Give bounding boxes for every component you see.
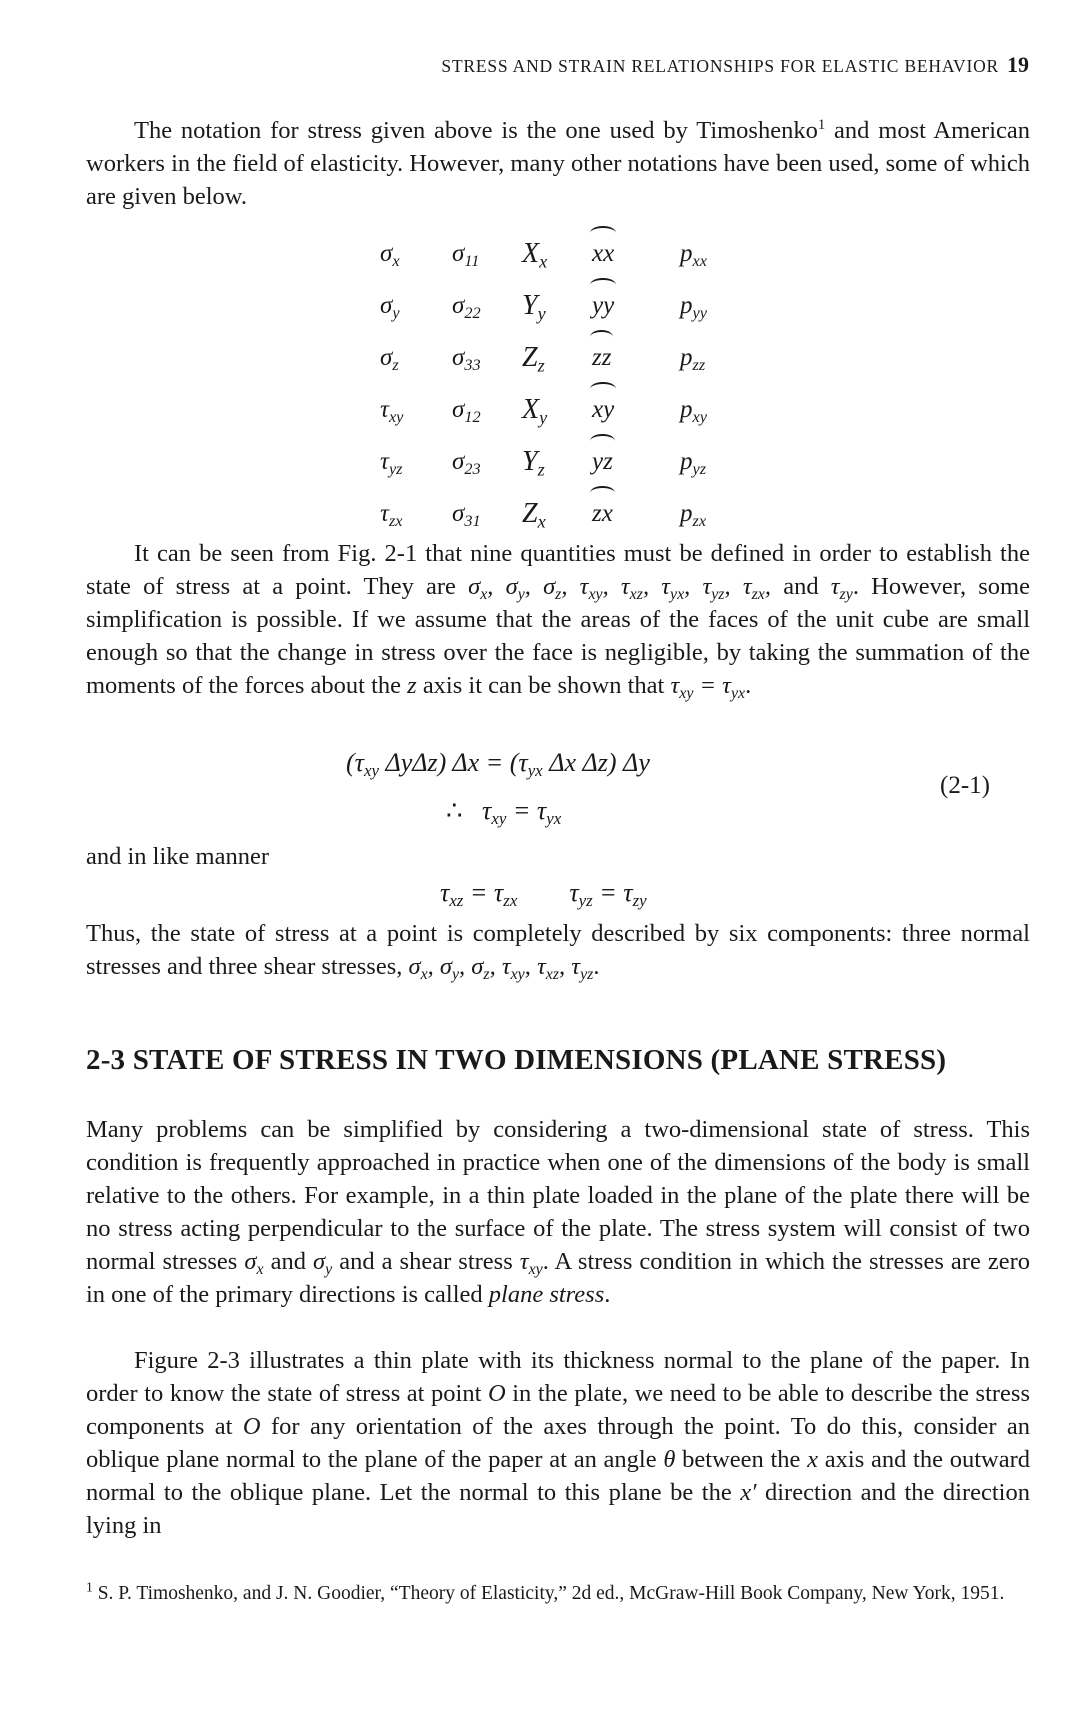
paragraph-text: The notation for stress given above is the one used by Timoshenko: [134, 117, 818, 144]
equation-2-1-line2: ∴ $\tau_{xy} = \tau_{yx}$: [446, 796, 562, 829]
paragraph-text: and most American workers in the field of elasticity. However, many other notations have been used, some of which are given below.: [86, 117, 1030, 210]
equation-shear-symmetry: $\tau_{xz} = \tau_{zx}$ $\tau_{yz} = \tau_{zy}$: [440, 878, 647, 911]
paragraph-figure-2-3: [86, 1344, 1030, 1542]
axis-symbol: x: [807, 1446, 819, 1473]
table-cell: $p_{zx}$: [680, 500, 707, 530]
paragraph-text: and: [263, 1248, 313, 1275]
running-title: STRESS AND STRAIN RELATIONSHIPS FOR ELASTIC BEHAVIOR: [441, 56, 999, 76]
stress-symbol: $\sigma_x$: [244, 1248, 264, 1278]
table-cell: yy: [592, 280, 680, 332]
table-cell: $\sigma_{33}$: [452, 344, 481, 374]
table-row: [380, 384, 740, 436]
table-cell: $\tau_{zx}$: [380, 500, 403, 530]
table-cell: $p_{yz}$: [680, 448, 707, 478]
paragraph-text: axis and the outward normal to the oblique plane. Let the normal to this plane be the: [86, 1446, 1031, 1506]
angle-symbol: θ: [663, 1446, 676, 1473]
table-cell: $Z_x$: [522, 498, 546, 532]
table-cell: $p_{xx}$: [680, 240, 707, 270]
section-heading: 2-3 STATE OF STRESS IN TWO DIMENSIONS (PLANE STRESS): [86, 1044, 947, 1076]
footnote-reference: 1: [817, 116, 826, 133]
stress-symbol-list: $\sigma_x$, $\sigma_y$, $\sigma_z$, $\tau_{xy}$, $\tau_{xz}$, $\tau_{yz}$: [408, 953, 594, 983]
footnote-text: S. P. Timoshenko, and J. N. Goodier, “Theory of Elasticity,” 2d ed., McGraw-Hill Book Company, New York, 1951.: [92, 1583, 1005, 1604]
table-cell: zx: [592, 488, 680, 540]
paragraph-six-components: Thus, the state of stress at a point is completely described by six components: three normal stresses and three shear stresses, $\sigma_x$, $\sigma_y$, $\sigma_z$, $\tau_{xy}$, $\tau_{xz}$, $\tau_{yz}$.: [86, 920, 1030, 983]
table-cell: $\tau_{yz}$: [380, 448, 403, 478]
table-cell: xx: [592, 228, 680, 280]
page-number: 19: [1007, 52, 1029, 77]
paragraph-text: Many problems can be simplified by considering a two-dimensional state of stress. This condition is frequently approached in practice when one of the dimensions of the body is small relative to the others. For example, in a thin plate loaded in the plane of the plate there will be no stress acting perpendicular to the surface of the plate. The stress system will consist of two normal stresses: [86, 1116, 1030, 1275]
table-cell: $\sigma_x$: [380, 240, 400, 270]
table-cell: $\sigma_{31}$: [452, 500, 481, 530]
table-cell: $Y_y$: [522, 290, 546, 324]
paragraph-text: and a shear stress: [332, 1248, 520, 1275]
footnote-marker: 1: [86, 1579, 93, 1595]
paragraph-text: .: [604, 1281, 611, 1308]
emphasis-term: plane stress: [488, 1281, 605, 1308]
running-header: [86, 52, 1029, 82]
table-cell: $\sigma_y$: [380, 292, 400, 322]
table-cell: $\sigma_{12}$: [452, 396, 481, 426]
table-cell: $X_y$: [522, 394, 548, 428]
paragraph-notation-intro: [86, 114, 1030, 213]
table-cell: $p_{yy}$: [680, 292, 707, 322]
table-cell: yz: [592, 436, 680, 488]
table-cell: $\sigma_{11}$: [452, 240, 480, 270]
table-cell: $\sigma_{23}$: [452, 448, 481, 478]
table-cell: zz: [592, 332, 680, 384]
table-cell: $\tau_{xy}$: [380, 396, 404, 426]
table-row: [380, 332, 740, 384]
paragraph-plane-stress: [86, 1113, 1030, 1311]
paragraph-text: for any orientation of the axes through the point. To do this, consider an oblique plane normal to the plane of the paper at an angle: [86, 1413, 1031, 1473]
paragraph-text: between the: [675, 1446, 808, 1473]
table-row: [380, 280, 740, 332]
paragraph-text: . A stress condition in which the stresses are zero in one of the primary directions is called: [86, 1248, 1031, 1308]
paragraph-text: Figure 2-3 illustrates a thin plate with its thickness normal to the plane of the paper. In order to know the state of stress at point: [86, 1347, 1030, 1407]
stress-notation-table: [380, 228, 740, 540]
equation-number: (2-1): [940, 772, 990, 799]
stress-symbol: $\sigma_y$: [313, 1248, 333, 1278]
paragraph-text: in the plate, we need to be able to describe the stress components at: [86, 1380, 1030, 1440]
paragraph-text: axis it can be shown that: [416, 672, 671, 699]
axis-symbol: x′: [740, 1479, 757, 1506]
inline-equation: $\tau_{xy} = \tau_{yx}$: [670, 672, 746, 702]
table-cell: xy: [592, 384, 680, 436]
stress-symbol-list: $\sigma_x$, $\sigma_y$, $\sigma_z$, $\tau_{xy}$, $\tau_{xz}$, $\tau_{yx}$, $\tau_{yz}$, $\tau_{zx}$,: [468, 573, 771, 603]
table-cell: $\sigma_z$: [380, 344, 399, 374]
equation-2-1-line1: ($\tau_{xy}$ ΔyΔz) $\Delta x = (\tau_{yx}$ Δx Δz) Δy: [346, 748, 650, 781]
axis-symbol: z: [407, 672, 417, 699]
table-cell: $X_x$: [522, 238, 548, 272]
footnote: [86, 1580, 1030, 1608]
point-symbol: O: [487, 1380, 506, 1407]
table-row: [380, 488, 740, 540]
stress-symbol: $\tau_{xy}$: [519, 1248, 543, 1278]
paragraph-nine-quantities: It can be seen from Fig. 2-1 that nine quantities must be defined in order to establish the state of stress at a point. They are $\sigma_x$, $\sigma_y$, $\sigma_z$, $\tau_{xy}$, $\tau_{xz}$, $\tau_{yx}$, $\tau_{yz}$, $\tau_{zx}$, and $\tau_{zy}$. However, some simplification is possible. If we assume that the areas of the faces of the unit cube are small enough so that the change in stress over the face is negligible, by taking the summation of the moments of the forces about the z axis it can be shown that $\tau_{xy} = \tau_{yx}$.: [86, 540, 1030, 702]
table-cell: $\sigma_{22}$: [452, 292, 481, 322]
table-cell: $p_{xy}$: [680, 396, 707, 426]
table-cell: $Z_z$: [522, 342, 545, 376]
paragraph-text: Thus, the state of stress at a point is completely described by six components: three normal stresses and three shear stresses,: [86, 920, 1030, 980]
paragraph-text: direction and the direction lying in: [86, 1479, 1030, 1539]
paragraph-text: It can be seen from Fig. 2-1 that nine quantities must be defined in order to establish the state of stress at a point. They are: [86, 540, 1030, 600]
table-cell: $p_{zz}$: [680, 344, 706, 374]
stress-symbol: $\tau_{zy}$: [830, 573, 853, 603]
table-row: [380, 436, 740, 488]
table-cell: $Y_z$: [522, 446, 545, 480]
point-symbol: O: [242, 1413, 261, 1440]
paragraph-like-manner: and in like manner: [86, 843, 270, 870]
paragraph-text: . However, some simplification is possible. If we assume that the areas of the faces of the unit cube are small enough so that the change in stress over the face is negligible, by taking the summation of the moments of the forces about the: [86, 573, 1030, 699]
table-row: [380, 228, 740, 280]
